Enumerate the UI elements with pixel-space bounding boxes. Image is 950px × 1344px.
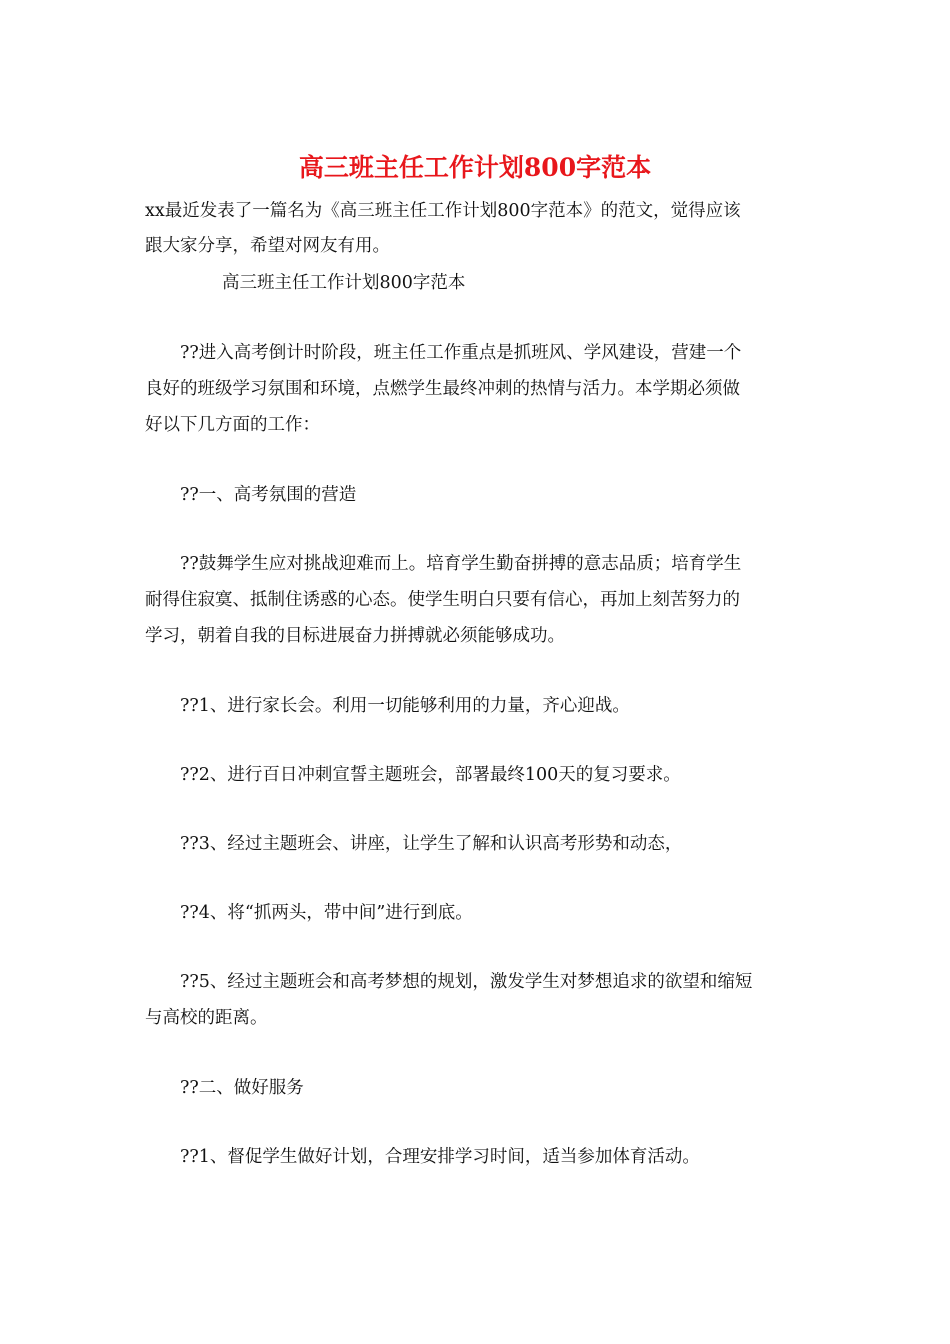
section-heading-1: ??一、高考氛围的营造 [180,485,357,505]
section-heading-2: ??二、做好服务 [180,1078,304,1098]
paragraph-1-line-3: 好以下几方面的工作： [145,415,320,435]
intro-line-1: xx最近发表了一篇名为《高三班主任工作计划800字范本》的范文，觉得应该 [145,201,741,221]
list-item-3: ??3、经过主题班会、讲座，让学生了解和认识高考形势和动态， [180,834,683,854]
list-item-4: ??4、将“抓两头，带中间”进行到底。 [180,903,473,923]
list-item-2: ??2、进行百日冲刺宣誓主题班会，部署最终100天的复习要求。 [180,765,681,785]
paragraph-2-line-2: 耐得住寂寞、抵制住诱惑的心态。使学生明白只要有信心，再加上刻苦努力的 [145,590,740,610]
intro-line-2: 跟大家分享，希望对网友有用。 [145,236,390,256]
document-subtitle: 高三班主任工作计划800字范本 [222,273,466,293]
list-item-5-line-2: 与高校的距离。 [145,1008,268,1028]
section-2-list-item-1: ??1、督促学生做好计划，合理安排学习时间，适当参加体育活动。 [180,1147,700,1167]
document-title: 高三班主任工作计划800字范本 [298,153,652,182]
list-item-1: ??1、进行家长会。利用一切能够利用的力量，齐心迎战。 [180,696,630,716]
paragraph-2-line-3: 学习，朝着自我的目标进展奋力拼搏就必须能够成功。 [145,626,565,646]
paragraph-1-line-2: 良好的班级学习氛围和环境，点燃学生最终冲刺的热情与活力。本学期必须做 [145,379,740,399]
paragraph-2-line-1: ??鼓舞学生应对挑战迎难而上。培育学生勤奋拼搏的意志品质；培育学生 [180,554,742,574]
paragraph-1-line-1: ??进入高考倒计时阶段，班主任工作重点是抓班风、学风建设，营建一个 [180,343,742,363]
list-item-5-line-1: ??5、经过主题班会和高考梦想的规划，激发学生对梦想追求的欲望和缩短 [180,972,753,992]
